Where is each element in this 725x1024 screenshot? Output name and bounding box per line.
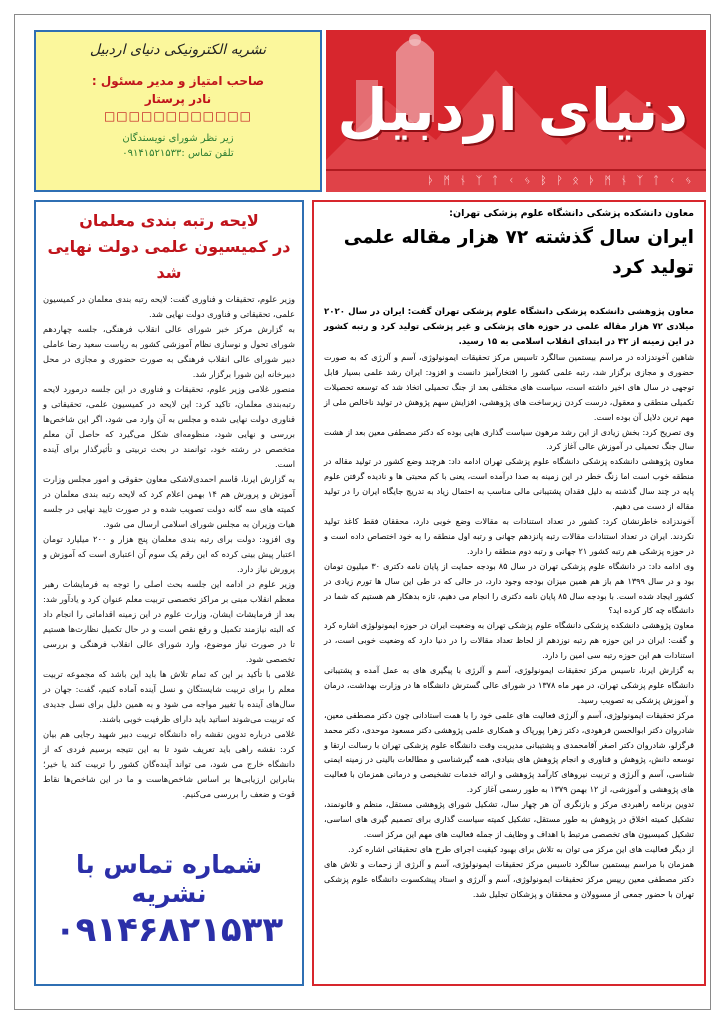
left-article	[34, 200, 304, 986]
article-lead: معاون پژوهشی دانشکده پزشکی دانشگاه علوم پزشکی تهران گفت: ایران در سال ۲۰۲۰ میلادی ۷۲ هزار مقاله علمی در حوزه های پزشکی و غیر پزشکی تولید کرد و رتبه کشور در این زمینه از ۴۲ در ابتدای انقلاب اسلامی به ۱۵ رسید.	[324, 307, 694, 347]
contact-label: شماره تماس با نشریه	[75, 850, 263, 908]
paragraph: معاون پژوهشی دانشکده پزشکی دانشگاه علوم پزشکی تهران ادامه داد: هرچند وضع کشور در تولید مقاله در منطقه خوب است اما زنگ خطر در این زمینه به صدا درآمده است، یعنی با کم محبتی ها و نادیده گرفتن علوم پایه در چند سال گذشته به دلیل فقدان پشتیبانی مالی مناسب به احتمال زیاد به تدریج جایگاه ایران را در تولید مقاله از دست می دهیم.	[324, 456, 694, 512]
publication-name: نشریه الکترونیکی دنیای اردبیل	[89, 42, 267, 58]
publication-info-box	[34, 30, 322, 192]
paragraph: وی ادامه داد: در دانشگاه علوم پزشکی تهران در سال ۸۵ بودجه حمایت از پایان نامه دکتری ۳۰ میلیون تومان بود و در سال ۱۳۹۹ هم باز هم همین میزان بودجه وجود دارد، در حالی که در طی این سال ها تورم زیادی در کشور ایجاد شده است. با بودجه سال ۸۵ پایان نامه دکتری را انجام می دهیم، تازه بدهکار هم هستیم که شما در دانشگاه چه کار کرده اید؟	[324, 560, 694, 616]
masthead-banner	[326, 30, 706, 192]
paragraph: وی افزود: دولت برای رتبه بندی معلمان پنج هزار و ۲۰۰ میلیارد تومان اعتبار پیش بینی کرده که این رقم یک سوم آن اعتباری است که آموزش و پرورش نیاز دارد.	[43, 534, 295, 574]
paragraph: منصور غلامی وزیر علوم، تحقیقات و فناوری در این جلسه درمورد لایحه رتبه‌بندی معلمان، تاکید کرد: این لایحه در کمیسیون علمی، تحقیقاتی و فناوری دولت نهایی شده و مجلس به آن وارد می شود، اگر این شاخص‌ها بررسی و نهایی شود، منظومه‌ای شکل می‌گیرد که حاصل آن معلم متخصص در رشته خود، توانمند در بحث تربیتی و تأثیرگذار برای آینده است.	[43, 384, 295, 469]
paragraph: همزمان با مراسم بیستمین سالگرد تاسیس مرکز تحقیقات ایمونولوژی، آسم و آلرژی از زحمات و تلاش های دکتر مصطفی معین رییس مرکز تحقیقات ایمونولوژی، آسم و آلرژی و استاد پیشکسوت دانشگاه علوم پزشکی تهران با حضور جمعی از مسوولان و محققان و پزشکان تجلیل شد.	[324, 858, 694, 899]
paragraph: مرکز تحقیقات ایمونولوژی، آسم و آلرژی فعالیت های علمی خود را با همت استادانی چون دکتر مصطفی معین، شادروان دکتر ابوالحسن فرهودی، دکتر زهرا پورپاک و همکاری علمی پژوهشی دکتر مسعود موحدی، دکتر محمد قرگزلو، شادروان دکتر اصغر آقامحمدی و پشتیبانی مدیریت وقت دانشگاه علوم پزشکی تهران با رسالت ارتقا و توسعه دانش، پژوهش و فناوری و انجام پژوهش های بنیادی، همه گیرشناسی و مطالعات بالینی در زمینه ایمنی شناسی، آسم و آلرژی و تربیت نیروهای کارآمد پژوهشی و ارائه خدمات تشخیصی و درمانی همزمان با فعالیت های پژوهشی و آموزشی، از ۱۲ بهمن ۱۳۷۹ به طور رسمی آغاز کرد.	[324, 709, 694, 795]
left-article-body	[36, 286, 302, 802]
paragraph: به گزارش ایرنا، تاسیس مرکز تحقیقات ایمونولوژی، آسم و آلرژی با پیگیری های به عمل آمده و پشتیبانی دانشگاه علوم پزشکی تهران، در مهر ماه ۱۳۷۸ در شورای عالی گسترش دانشگاه ها در وزارت بهداشت، درمان و آموزش پزشکی به تصویب رسید.	[324, 665, 694, 705]
left-article-title	[36, 202, 302, 286]
contact-number: ۰۹۱۴۶۸۲۱۵۳۳	[54, 910, 284, 950]
paragraph: معاون پژوهشی دانشکده پزشکی دانشگاه علوم پزشکی تهران به وضعیت ایران در حوزه ایمونولوژی اشاره کرد و گفت: ایران در این حوزه هم رتبه نوزدهم از لحاظ تعداد مقالات را در دنیا دارد که وضعیت خوبی است، در استنادات هم این حوزه رتبه سی امین را دارد.	[324, 620, 694, 661]
contact-phone: تلفن تماس :۰۹۱۴۱۵۲۱۵۳۳	[122, 148, 234, 159]
masthead-title: دنیای اردبیل	[337, 76, 688, 144]
main-article-body	[314, 350, 704, 902]
paragraph: به گزارش ایرنا، قاسم احمدی‌لاشکی معاون حقوقی و امور مجلس وزارت آموزش و پرورش هم ۱۴ بهمن اعلام کرد که لایحه رتبه بندی معلمان در کمیته های سه گانه دولت تصویب شده و در صورت تایید نهایی در جلسه هیات وزیران به مجلس شورای اسلامی ارسال می شود.	[43, 474, 295, 529]
owner-extra: □□□□□□□□□□□□	[103, 109, 253, 123]
paragraph: تدوین برنامه راهبردی مرکز و بازنگری آن هر چهار سال، تشکیل شورای پژوهشی مستقل، منظم و قانونمند، تشکیل کمیته اخلاق در پژوهش به طور مستقل، تشکیل کمیته سیاست گذاری برای تصمیم گیری های اساسی، تشکیل کمیسیون های تخصصی مرتبط با اهداف و وظایف از جمله فعالیت های مهم این مرکز است.	[324, 799, 694, 839]
editorial-council: زیر نظر شورای نویسندگان	[122, 133, 234, 144]
paragraph: شاهین آخوندزاده در مراسم بیستمین سالگرد تاسیس مرکز تحقیقات ایمونولوژی، آسم و آلرژی که به صورت حضوری و مجازی برگزار شد، رتبه علمی کشور را افتخارآمیز دانست و افزود: ایران رشد علمی بسیار قابل توجهی در سال های اخیر داشته است، سیاست های مختلفی بعد از جنگ تحمیلی اتخاذ شد که توسعه تحصیلات تکمیلی منطقی و معقول، درست کردن زیرساخت های پژوهشی، افزایش سهم پژوهش در تولید ناخالص ملی از مهم ترین دلایل آن بوده است.	[324, 352, 694, 422]
paragraph: غلامی با تأکید بر این که تمام تلاش ها باید این باشد که مجموعه تربیت معلم را برای تربیت شایستگان و نسل آینده آماده کنیم، گفت: جهان در سال‌های آینده با تغییر مواجه می شود و به همین دلیل برای نسل جدیدی که تربیت می‌شوند اساتید باید دارای ظرفیت خوبی باشند.	[43, 669, 295, 724]
article-headline: ایران سال گذشته ۷۲ هزار مقاله علمی تولید کرد	[343, 227, 694, 278]
paragraph: وزیر علوم در ادامه این جلسه بحث اصلی را توجه به فرمایشات رهبر معظم انقلاب مبنی بر مراکز تخصصی تربیت معلم عنوان کرد و یادآور شد: بعد از فرمایشات ایشان، وزارت علوم در این زمینه اقداماتی را انجام داد که البته نیازمند تکمیل و رفع نقص است و در حال تکمیل نظارت‌ها هستیم تا در صورت نیاز موضوع، وارد شورای عالی انقلاب فرهنگی و بررسی تخصصی شود.	[43, 579, 295, 664]
left-title-line1: لایحه رتبه بندی معلمان	[79, 211, 259, 230]
left-title-line2: در کمیسیون علمی دولت نهایی شد	[47, 237, 291, 282]
owner-label: صاحب امتیاز و مدیر مسئول :	[91, 74, 265, 88]
main-article	[312, 200, 706, 986]
masthead-ornament-strip: ᚦ ᛗ ᚾ ᛉ ᛏ ᚲ ᛃ ᛒ ᚹ ᛟ ᚦ ᛗ ᚾ ᛉ ᛏ ᚲ ᛃ	[427, 174, 695, 187]
paragraph: از دیگر فعالیت های این مرکز می توان به تلاش برای بهبود کیفیت اجرای طرح های تحقیقاتی اشاره کرد.	[348, 843, 694, 854]
article-kicker: معاون دانشکده پزشکی دانشگاه علوم پزشکی تهران:	[449, 208, 694, 219]
paragraph: آخوندزاده خاطرنشان کرد: کشور در تعداد استنادات به مقالات وضع خوبی دارد، محققان فقط کاغذ تولید نکردند. ایران در تعداد استنادات مقالات رتبه پانزدهم جهانی و رتبه اول منطقه را به خود اختصاص داده است و در حوزه پزشکی هم رتبه کشور ۲۱ جهانی و رتبه دوم منطقه را دارد.	[324, 515, 694, 556]
paragraph: به گزارش مرکز خبر شورای عالی انقلاب فرهنگی، جلسه چهاردهم شورای تحول و نوسازی نظام آموزشی کشور به ریاست سعید رضا عاملی دبیر شورای عالی انقلاب فرهنگی به صورت حضوری و مجازی در محل دبیرخانه این شورا برگزار شد.	[43, 324, 295, 379]
paragraph: غلامی درباره تدوین نقشه راه دانشگاه تربیت دبیر شهید رجایی هم بیان کرد: نقشه راهی باید تعریف شود تا به این نتیجه برسیم فردی که از دانشگاه خارج می شود، می تواند آینده‌گان کشور را تربیت کند یا خیر؛ بنابراین ارزیابی‌ها بر اساس شاخص‌هاست و ما در این شاخص‌ها نقاط قوت و ضعف را بررسی می‌کنیم.	[43, 729, 295, 799]
owner-name: نادر پرستار	[144, 92, 212, 106]
paragraph: وی تصریح کرد: بخش زیادی از این رشد مرهون سیاست گذاری هایی بوده که دکتر مصطفی معین بعد از هشت سال جنگ تحمیلی در آموزش عالی آغاز کرد.	[324, 426, 694, 452]
paragraph: وزیر علوم، تحقیقات و فناوری گفت: لایحه رتبه بندی معلمان در کمیسیون علمی، تحقیقاتی و فناوری دولت نهایی شد.	[43, 294, 295, 319]
